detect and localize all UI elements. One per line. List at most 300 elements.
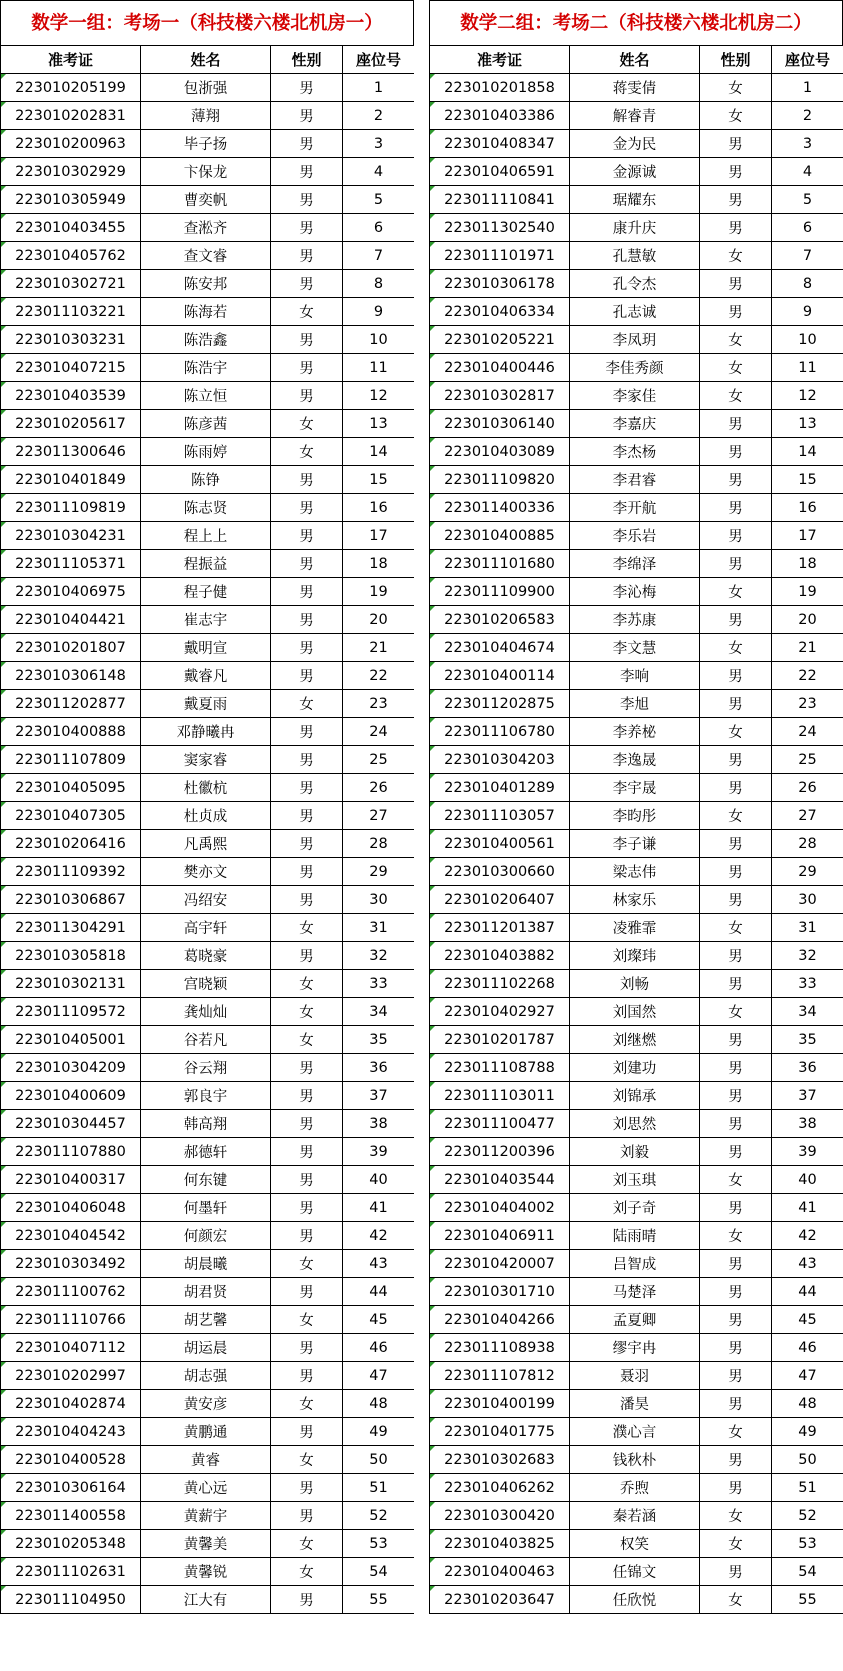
cell-exam-id: 223010400317 [1,1166,141,1194]
cell-name: 曹奕帆 [141,186,271,214]
cell-seat: 34 [772,998,843,1026]
cell-exam-id: 223011103057 [430,802,570,830]
table-row [430,1222,843,1250]
cell-seat: 2 [772,102,843,130]
cell-name: 窦家睿 [141,746,271,774]
cell-exam-id: 223010403825 [430,1530,570,1558]
cell-name: 聂羽 [570,1362,700,1390]
cell-gender: 男 [700,690,772,718]
cell-seat: 55 [772,1586,843,1614]
cell-name: 金为民 [570,130,700,158]
cell-gender: 女 [700,1530,772,1558]
table-row [1,1110,415,1138]
cell-exam-id: 223010202831 [1,102,141,130]
cell-exam-id: 223011108938 [430,1334,570,1362]
table-row [1,746,415,774]
table-row [1,102,415,130]
cell-gender: 男 [271,1278,343,1306]
cell-name: 李乐岩 [570,522,700,550]
cell-name: 戴睿凡 [141,662,271,690]
table-row [1,942,415,970]
cell-seat: 37 [343,1082,415,1110]
cell-gender: 男 [271,550,343,578]
cell-gender: 女 [700,74,772,102]
cell-seat: 53 [343,1530,415,1558]
cell-name: 李宇晟 [570,774,700,802]
cell-gender: 男 [271,942,343,970]
table-row [430,550,843,578]
table-row [1,410,415,438]
cell-seat: 15 [343,466,415,494]
table-row [430,130,843,158]
table-row [430,1082,843,1110]
header-gender: 性别 [271,46,343,74]
cell-gender: 男 [700,830,772,858]
cell-exam-id: 223011400558 [1,1502,141,1530]
cell-gender: 男 [700,1278,772,1306]
cell-gender: 男 [700,1082,772,1110]
table-row [430,690,843,718]
cell-gender: 男 [700,746,772,774]
cell-gender: 男 [271,1082,343,1110]
table-row [430,1278,843,1306]
cell-seat: 41 [343,1194,415,1222]
table-row [1,158,415,186]
cell-exam-id: 223010405001 [1,1026,141,1054]
cell-seat: 55 [343,1586,415,1614]
cell-exam-id: 223010406334 [430,298,570,326]
cell-exam-id: 223010305818 [1,942,141,970]
table-row [1,1054,415,1082]
cell-name: 卞保龙 [141,158,271,186]
cell-name: 孔令杰 [570,270,700,298]
cell-gender: 女 [700,1502,772,1530]
table-row [1,718,415,746]
cell-name: 陈安邦 [141,270,271,298]
table-row [430,858,843,886]
cell-gender: 男 [271,886,343,914]
cell-exam-id: 223010300660 [430,858,570,886]
sheet-title: 数学一组：考场一（科技楼六楼北机房一） [0,0,414,45]
cell-seat: 10 [772,326,843,354]
cell-name: 马楚泽 [570,1278,700,1306]
cell-seat: 20 [772,606,843,634]
cell-exam-id: 223010404674 [430,634,570,662]
cell-exam-id: 223010205221 [430,326,570,354]
table-row [1,466,415,494]
header-exam-id: 准考证 [430,46,570,74]
cell-exam-id: 223010206407 [430,886,570,914]
cell-name: 李嘉庆 [570,410,700,438]
cell-exam-id: 223010407112 [1,1334,141,1362]
cell-name: 葛晓豪 [141,942,271,970]
table-row [430,242,843,270]
sheet-gap [414,0,429,1671]
cell-exam-id: 223010404542 [1,1222,141,1250]
cell-gender: 男 [700,1446,772,1474]
cell-seat: 18 [343,550,415,578]
cell-exam-id: 223011109819 [1,494,141,522]
cell-name: 刘子奇 [570,1194,700,1222]
cell-seat: 32 [772,942,843,970]
cell-name: 程上上 [141,522,271,550]
cell-gender: 男 [271,1502,343,1530]
cell-gender: 男 [271,186,343,214]
cell-gender: 男 [271,634,343,662]
cell-seat: 4 [343,158,415,186]
table-row [1,1082,415,1110]
cell-name: 秦若涵 [570,1502,700,1530]
cell-gender: 女 [700,1586,772,1614]
cell-seat: 36 [343,1054,415,1082]
cell-exam-id: 223010403544 [430,1166,570,1194]
cell-gender: 男 [700,886,772,914]
cell-exam-id: 223010205617 [1,410,141,438]
table-row [430,1418,843,1446]
cell-seat: 8 [343,270,415,298]
cell-name: 康升庆 [570,214,700,242]
table-row [1,298,415,326]
table-row [430,410,843,438]
cell-seat: 19 [772,578,843,606]
cell-gender: 男 [700,1194,772,1222]
table-row [430,746,843,774]
cell-gender: 男 [271,1362,343,1390]
cell-exam-id: 223010400885 [430,522,570,550]
cell-seat: 7 [772,242,843,270]
cell-exam-id: 223010404243 [1,1418,141,1446]
table-row [1,214,415,242]
table-row [430,578,843,606]
table-row [1,1194,415,1222]
cell-gender: 男 [271,746,343,774]
cell-seat: 12 [772,382,843,410]
cell-seat: 47 [772,1362,843,1390]
cell-name: 宫晓颖 [141,970,271,998]
table-row [1,662,415,690]
header-row [430,46,843,74]
cell-exam-id: 223010304457 [1,1110,141,1138]
cell-exam-id: 223011106780 [430,718,570,746]
cell-seat: 4 [772,158,843,186]
cell-gender: 男 [271,1166,343,1194]
cell-seat: 28 [343,830,415,858]
cell-exam-id: 223010407215 [1,354,141,382]
table-row [430,438,843,466]
cell-gender: 男 [271,326,343,354]
table-row [1,970,415,998]
cell-seat: 14 [343,438,415,466]
cell-gender: 女 [700,718,772,746]
cell-seat: 24 [772,718,843,746]
cell-seat: 11 [772,354,843,382]
cell-name: 李逸晟 [570,746,700,774]
cell-gender: 男 [700,1054,772,1082]
cell-name: 冯绍安 [141,886,271,914]
table-row [430,102,843,130]
cell-name: 戴夏雨 [141,690,271,718]
cell-seat: 46 [772,1334,843,1362]
cell-exam-id: 223010404002 [430,1194,570,1222]
cell-seat: 44 [772,1278,843,1306]
cell-gender: 男 [271,102,343,130]
cell-gender: 男 [271,522,343,550]
cell-gender: 女 [700,354,772,382]
cell-gender: 男 [700,550,772,578]
table-row [430,1362,843,1390]
cell-exam-id: 223011110766 [1,1306,141,1334]
cell-gender: 男 [271,270,343,298]
cell-gender: 男 [700,1558,772,1586]
cell-gender: 男 [700,1334,772,1362]
cell-exam-id: 223011201387 [430,914,570,942]
cell-seat: 49 [343,1418,415,1446]
cell-seat: 51 [772,1474,843,1502]
cell-exam-id: 223010400528 [1,1446,141,1474]
cell-seat: 8 [772,270,843,298]
cell-name: 李养柲 [570,718,700,746]
cell-name: 李子谦 [570,830,700,858]
table-row [1,242,415,270]
cell-seat: 27 [343,802,415,830]
cell-seat: 32 [343,942,415,970]
cell-name: 程振益 [141,550,271,578]
cell-seat: 26 [343,774,415,802]
table-row [1,1306,415,1334]
cell-name: 刘建功 [570,1054,700,1082]
cell-name: 黄睿 [141,1446,271,1474]
cell-name: 钱秋朴 [570,1446,700,1474]
cell-gender: 男 [271,74,343,102]
cell-name: 胡艺馨 [141,1306,271,1334]
cell-name: 查文睿 [141,242,271,270]
cell-exam-id: 223011202877 [1,690,141,718]
cell-gender: 男 [271,1110,343,1138]
cell-name: 杜贞成 [141,802,271,830]
cell-seat: 3 [343,130,415,158]
cell-gender: 男 [271,494,343,522]
table-row [1,1502,415,1530]
cell-name: 李响 [570,662,700,690]
table-row [430,158,843,186]
cell-exam-id: 223011102631 [1,1558,141,1586]
table-row [1,914,415,942]
cell-gender: 女 [700,242,772,270]
cell-exam-id: 223010302929 [1,158,141,186]
cell-exam-id: 223010202997 [1,1362,141,1390]
table-row [430,1110,843,1138]
table-row [430,1502,843,1530]
cell-exam-id: 223011103221 [1,298,141,326]
cell-gender: 男 [700,1474,772,1502]
cell-exam-id: 223010400446 [430,354,570,382]
cell-exam-id: 223010401849 [1,466,141,494]
cell-gender: 女 [271,438,343,466]
cell-exam-id: 223011105371 [1,550,141,578]
cell-seat: 35 [772,1026,843,1054]
cell-name: 何东键 [141,1166,271,1194]
cell-exam-id: 223010400199 [430,1390,570,1418]
cell-seat: 47 [343,1362,415,1390]
cell-exam-id: 223010400114 [430,662,570,690]
cell-seat: 13 [772,410,843,438]
cell-gender: 男 [700,1110,772,1138]
cell-gender: 女 [271,690,343,718]
exam-room-2-sheet [429,0,843,1614]
cell-exam-id: 223010306140 [430,410,570,438]
cell-gender: 男 [700,410,772,438]
cell-seat: 26 [772,774,843,802]
cell-gender: 男 [271,1586,343,1614]
cell-exam-id: 223010306178 [430,270,570,298]
table-row [430,298,843,326]
cell-gender: 男 [700,1250,772,1278]
cell-gender: 女 [271,298,343,326]
cell-exam-id: 223010404421 [1,606,141,634]
cell-gender: 男 [271,1138,343,1166]
cell-name: 毕子扬 [141,130,271,158]
cell-exam-id: 223010402927 [430,998,570,1026]
table-row [430,270,843,298]
table-row [1,522,415,550]
cell-gender: 男 [700,522,772,550]
table-row [1,606,415,634]
table-row [430,718,843,746]
cell-name: 龚灿灿 [141,998,271,1026]
cell-exam-id: 223011102268 [430,970,570,998]
cell-seat: 45 [772,1306,843,1334]
cell-seat: 24 [343,718,415,746]
table-row [430,1194,843,1222]
table-row [1,1138,415,1166]
cell-name: 陈浩宇 [141,354,271,382]
cell-seat: 20 [343,606,415,634]
cell-exam-id: 223010406975 [1,578,141,606]
cell-gender: 男 [700,494,772,522]
cell-name: 黄馨锐 [141,1558,271,1586]
cell-name: 凡禹熙 [141,830,271,858]
cell-name: 胡君贤 [141,1278,271,1306]
cell-gender: 女 [271,1558,343,1586]
table-row [1,1362,415,1390]
table-row [1,1474,415,1502]
cell-exam-id: 223010406262 [430,1474,570,1502]
table-row [430,1586,843,1614]
table-row [1,802,415,830]
cell-exam-id: 223010206416 [1,830,141,858]
cell-exam-id: 223010206583 [430,606,570,634]
cell-gender: 女 [700,1222,772,1250]
cell-exam-id: 223010405762 [1,242,141,270]
cell-name: 琚耀东 [570,186,700,214]
cell-exam-id: 223010400463 [430,1558,570,1586]
cell-name: 李开航 [570,494,700,522]
cell-exam-id: 223010401289 [430,774,570,802]
cell-name: 包浙强 [141,74,271,102]
cell-exam-id: 223010302721 [1,270,141,298]
cell-seat: 3 [772,130,843,158]
cell-gender: 男 [271,578,343,606]
cell-gender: 男 [700,1306,772,1334]
cell-gender: 女 [700,1166,772,1194]
cell-gender: 男 [271,130,343,158]
cell-exam-id: 223010302683 [430,1446,570,1474]
cell-gender: 男 [271,466,343,494]
cell-seat: 21 [343,634,415,662]
table-row [1,550,415,578]
cell-name: 程子健 [141,578,271,606]
table-row [1,1026,415,1054]
cell-seat: 50 [343,1446,415,1474]
table-row [1,886,415,914]
cell-seat: 25 [343,746,415,774]
table-row [1,130,415,158]
cell-name: 黄心远 [141,1474,271,1502]
cell-exam-id: 223011300646 [1,438,141,466]
cell-seat: 23 [772,690,843,718]
cell-seat: 19 [343,578,415,606]
table-row [1,74,415,102]
cell-name: 杜徽杭 [141,774,271,802]
cell-seat: 43 [343,1250,415,1278]
table-row [1,1166,415,1194]
cell-seat: 14 [772,438,843,466]
table-row [430,1166,843,1194]
cell-exam-id: 223011101680 [430,550,570,578]
table-row [1,438,415,466]
cell-gender: 女 [700,102,772,130]
cell-name: 崔志宇 [141,606,271,634]
cell-gender: 男 [271,830,343,858]
cell-name: 李沁梅 [570,578,700,606]
table-row [430,830,843,858]
table-row [430,1390,843,1418]
cell-exam-id: 223010405095 [1,774,141,802]
cell-gender: 女 [271,1530,343,1558]
cell-name: 刘国然 [570,998,700,1026]
cell-gender: 女 [271,1026,343,1054]
header-name: 姓名 [570,46,700,74]
seating-table [429,45,843,1614]
cell-seat: 33 [772,970,843,998]
cell-exam-id: 223010304209 [1,1054,141,1082]
cell-name: 查淞齐 [141,214,271,242]
cell-gender: 女 [700,914,772,942]
cell-gender: 男 [700,270,772,298]
table-row [430,1138,843,1166]
cell-seat: 50 [772,1446,843,1474]
cell-exam-id: 223011100477 [430,1110,570,1138]
table-row [1,1418,415,1446]
cell-gender: 女 [700,998,772,1026]
cell-name: 刘璨玮 [570,942,700,970]
cell-gender: 女 [271,410,343,438]
cell-name: 陈浩鑫 [141,326,271,354]
table-row [1,858,415,886]
cell-exam-id: 223011108788 [430,1054,570,1082]
table-row [430,1054,843,1082]
cell-name: 韩高翔 [141,1110,271,1138]
cell-exam-id: 223011200396 [430,1138,570,1166]
cell-seat: 40 [343,1166,415,1194]
cell-seat: 48 [343,1390,415,1418]
cell-gender: 男 [271,606,343,634]
cell-seat: 51 [343,1474,415,1502]
cell-seat: 6 [772,214,843,242]
cell-gender: 女 [271,1446,343,1474]
header-gender: 性别 [700,46,772,74]
cell-gender: 女 [271,998,343,1026]
